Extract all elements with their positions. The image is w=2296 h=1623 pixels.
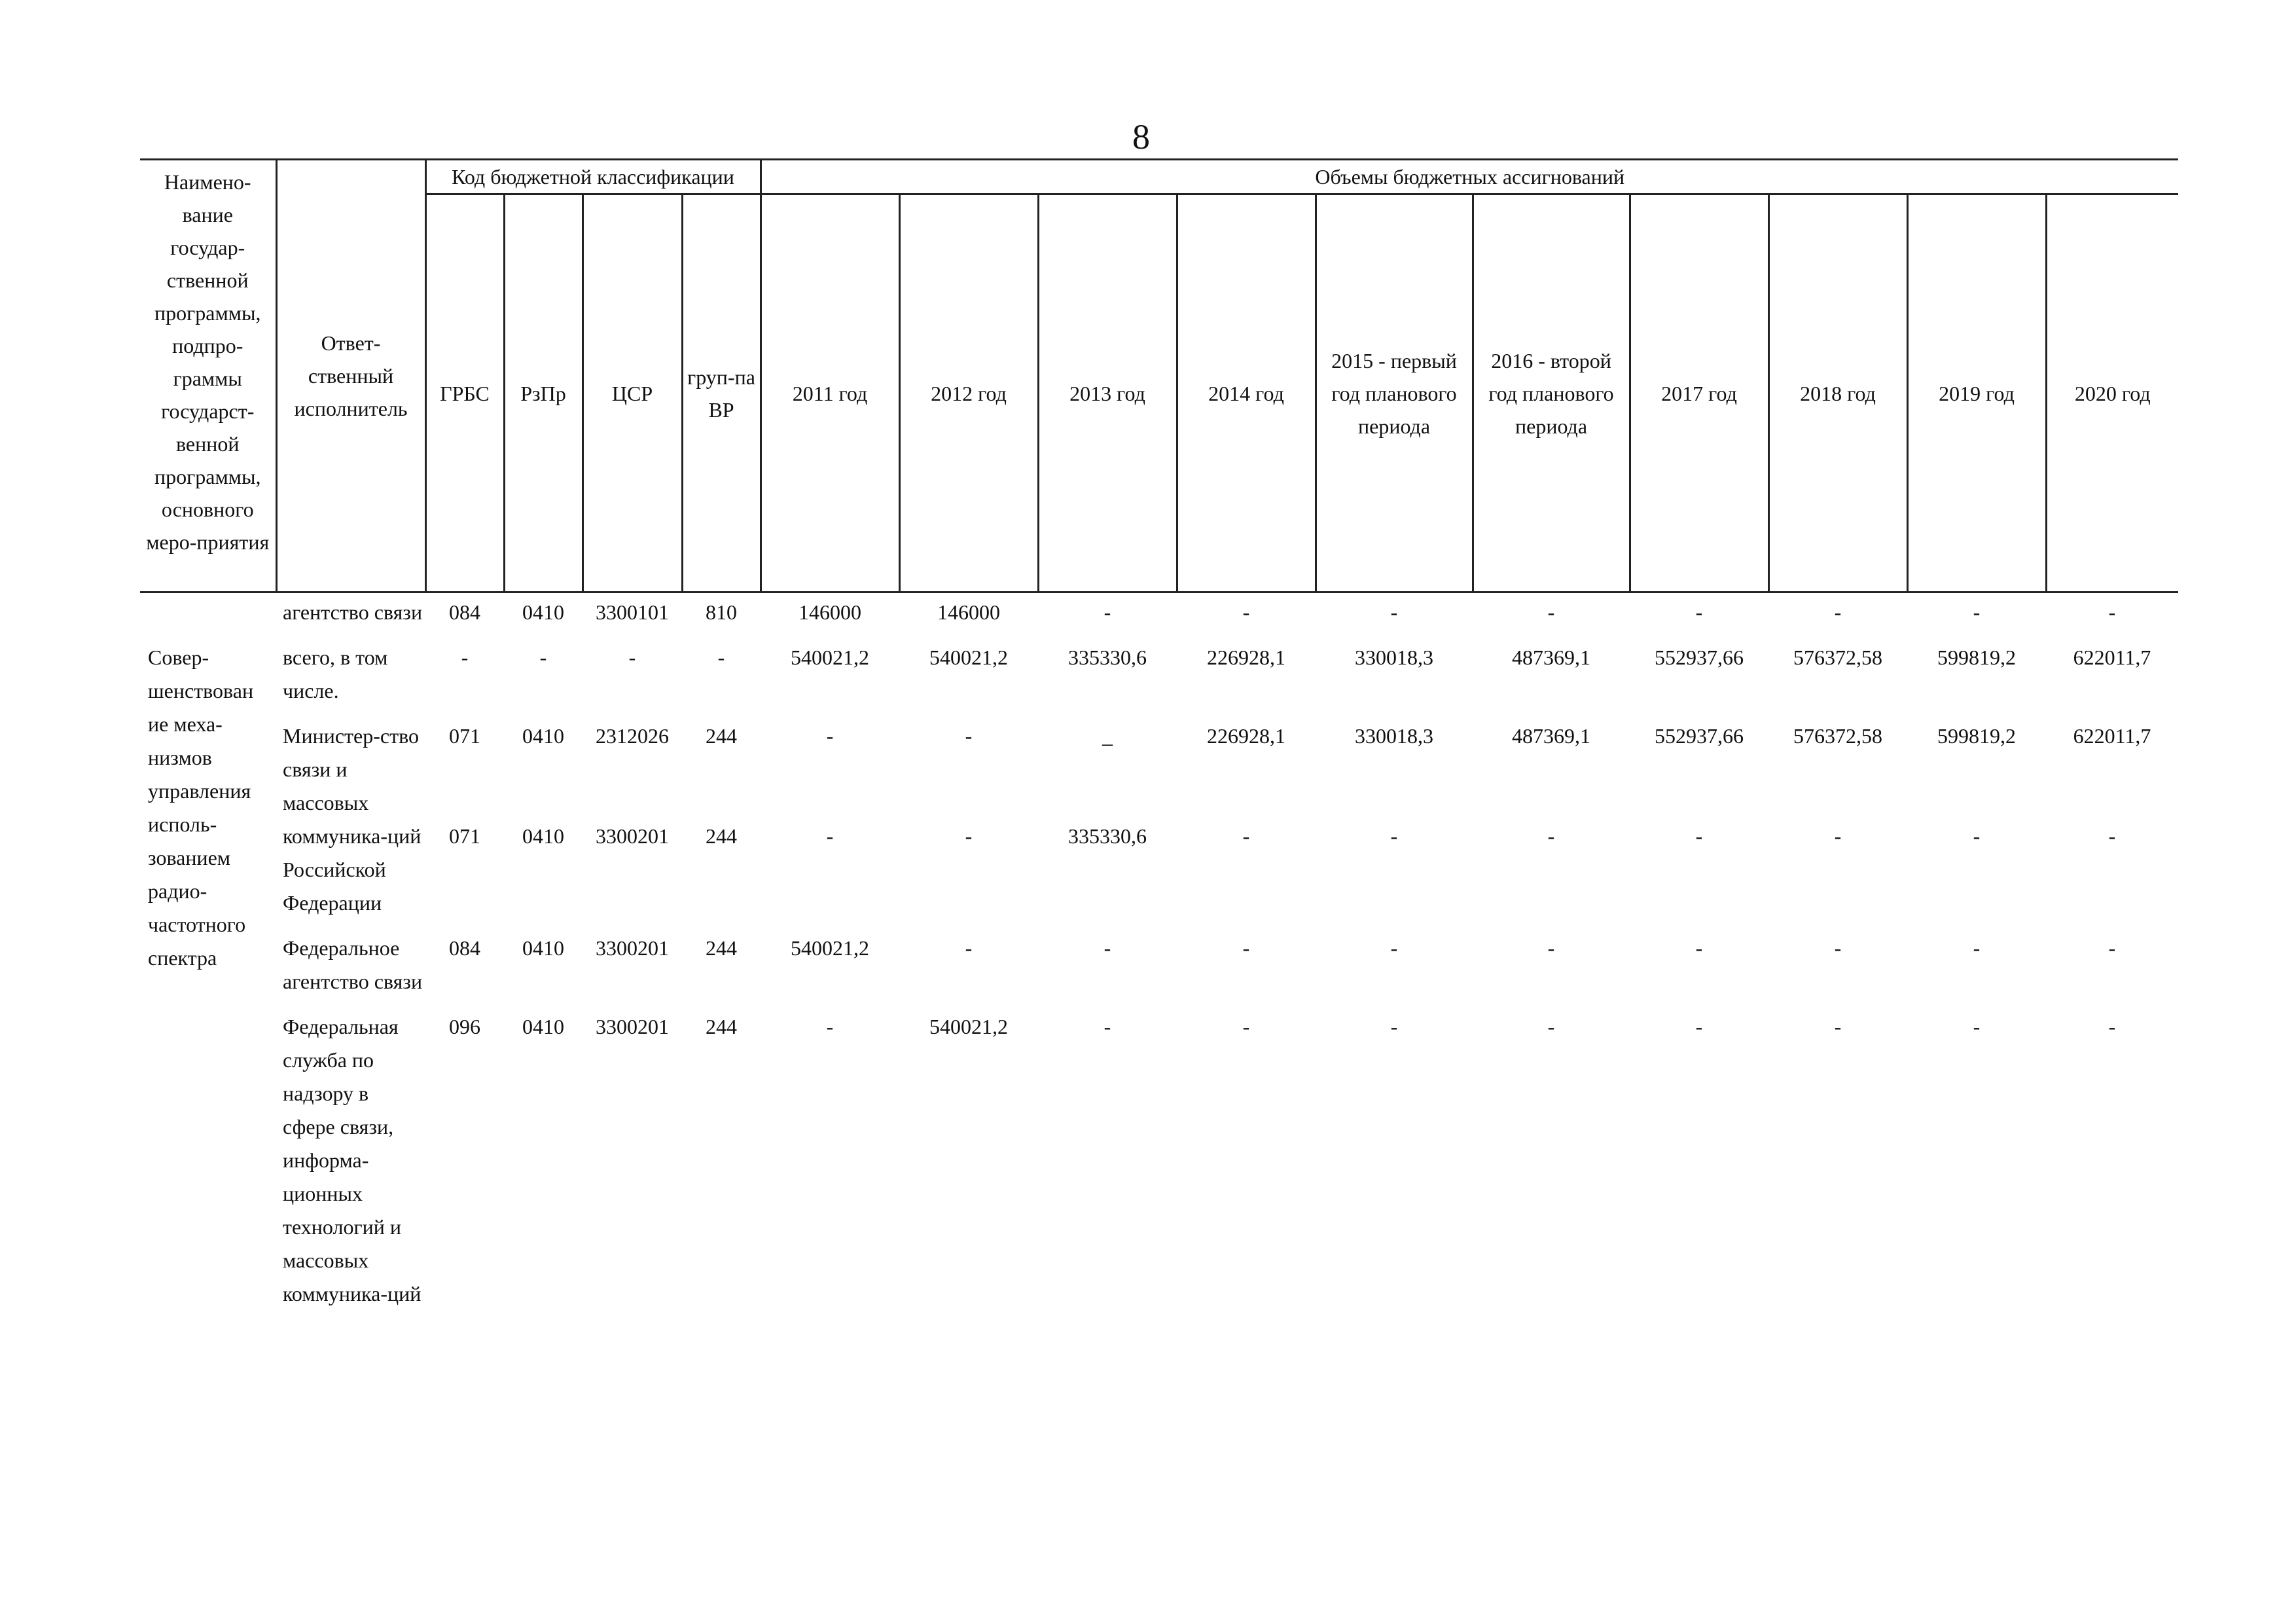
value-cell: _ — [1102, 724, 1113, 748]
executor-name: Министер-ство связи и массовых коммуника-ций Российской Федерации — [283, 724, 422, 915]
page-number: 8 — [1132, 117, 1150, 156]
vr-cell: 810 — [706, 600, 737, 624]
value-cell: - — [1695, 824, 1703, 848]
value-cell: - — [826, 824, 834, 848]
value-cell: 146000 — [798, 600, 861, 624]
value-cell: - — [826, 724, 834, 748]
header-allocations: Объемы бюджетных ассигнований — [761, 160, 2178, 194]
value-cell: - — [1390, 824, 1398, 848]
value-cell: - — [1390, 600, 1398, 624]
rzpr-cell: 0410 — [522, 724, 564, 748]
value-cell: - — [826, 1015, 834, 1038]
value-cell: 330018,3 — [1355, 724, 1433, 748]
value-cell: - — [1695, 1015, 1703, 1038]
value-cell: 622011,7 — [2073, 724, 2151, 748]
grbs-cell: 071 — [449, 724, 480, 748]
executor-name: всего, в том числе. — [283, 646, 388, 702]
value-cell: 540021,2 — [929, 646, 1008, 669]
csr-cell: - — [628, 646, 636, 669]
value-cell: 330018,3 — [1355, 646, 1433, 669]
grbs-cell: 071 — [449, 824, 480, 848]
header-year-2014: 2014 год — [1177, 194, 1316, 593]
program-name-cell — [140, 596, 276, 629]
value-cell: 552937,66 — [1655, 724, 1744, 748]
value-cell: 552937,66 — [1655, 646, 1744, 669]
value-cell: - — [1390, 936, 1398, 960]
value-cell: - — [965, 724, 973, 748]
value-cell: - — [1973, 936, 1981, 960]
header-budget-code: Код бюджетной классификации — [425, 160, 761, 194]
vr-cell: - — [717, 646, 725, 669]
header-year-2018: 2018 год — [1768, 194, 1907, 593]
header-csr: ЦСР — [583, 194, 682, 593]
grbs-cell: 084 — [449, 600, 480, 624]
value-cell: 540021,2 — [929, 1015, 1008, 1038]
value-cell: - — [1547, 1015, 1555, 1038]
csr-cell: 3300201 — [596, 936, 669, 960]
table-body — [140, 596, 2178, 1311]
header-year-2017: 2017 год — [1630, 194, 1768, 593]
table-row — [140, 1010, 2178, 1311]
value-cell: - — [2108, 936, 2116, 960]
value-cell: 540021,2 — [791, 936, 869, 960]
row-spacer-cell — [276, 998, 2178, 1010]
value-cell: - — [1695, 600, 1703, 624]
value-cell: 599819,2 — [1937, 646, 2016, 669]
executor-name: Федеральное агентство связи — [283, 936, 423, 993]
value-cell: - — [1973, 1015, 1981, 1038]
table-row — [140, 820, 2178, 920]
row-spacer-cell — [276, 920, 2178, 932]
header-rzpr: РзПр — [504, 194, 583, 593]
value-cell: - — [1390, 1015, 1398, 1038]
value-cell: 599819,2 — [1937, 724, 2016, 748]
row-spacer-cell — [140, 629, 2178, 641]
rzpr-cell: 0410 — [522, 1015, 564, 1038]
value-cell: - — [1695, 936, 1703, 960]
value-cell: - — [1242, 936, 1250, 960]
row-spacer — [140, 629, 2178, 641]
value-cell: 540021,2 — [791, 646, 869, 669]
header-program-name: Наимено-вание государ-ственной программы, подпро-граммы государст-венной программы, основного меро-приятия — [140, 160, 276, 593]
csr-cell: 2312026 — [596, 724, 669, 748]
grbs-cell: 084 — [449, 936, 480, 960]
value-cell: - — [1242, 600, 1250, 624]
value-cell: - — [1834, 936, 1842, 960]
table-row — [140, 641, 2178, 708]
value-cell: 487369,1 — [1512, 724, 1590, 748]
value-cell: 335330,6 — [1068, 646, 1147, 669]
value-cell: 226928,1 — [1207, 724, 1285, 748]
row-spacer — [140, 708, 2178, 720]
vr-cell: 244 — [706, 936, 737, 960]
header-vr: груп-па ВР — [682, 194, 761, 593]
rzpr-cell: 0410 — [522, 600, 564, 624]
table-header — [140, 158, 2178, 593]
value-cell: - — [1834, 1015, 1842, 1038]
value-cell: - — [965, 824, 973, 848]
value-cell: 576372,58 — [1793, 724, 1882, 748]
value-cell: - — [1834, 824, 1842, 848]
header-year-2020: 2020 год — [2046, 194, 2178, 593]
csr-cell: 3300201 — [596, 824, 669, 848]
value-cell: - — [1547, 824, 1555, 848]
table-row — [140, 720, 2178, 820]
row-spacer-cell — [276, 708, 2178, 720]
rzpr-cell: - — [539, 646, 547, 669]
header-grbs: ГРБС — [425, 194, 504, 593]
value-cell: - — [1547, 936, 1555, 960]
value-cell: - — [2108, 600, 2116, 624]
value-cell: - — [1547, 600, 1555, 624]
row-spacer — [140, 998, 2178, 1010]
value-cell: - — [1242, 824, 1250, 848]
value-cell: 622011,7 — [2073, 646, 2151, 669]
value-cell: - — [1834, 600, 1842, 624]
csr-cell: 3300201 — [596, 1015, 669, 1038]
program-name: Совер-шенствован ие меха-низмов управления исполь-зованием радио-частотного спектра — [148, 646, 254, 970]
executor-name: агентство связи — [283, 600, 423, 624]
vr-cell: 244 — [706, 724, 737, 748]
rzpr-cell: 0410 — [522, 936, 564, 960]
value-cell: - — [1973, 600, 1981, 624]
value-cell: 146000 — [937, 600, 1000, 624]
value-cell: - — [1973, 824, 1981, 848]
table-row — [140, 932, 2178, 998]
row-spacer — [140, 920, 2178, 932]
header-year-2011: 2011 год — [761, 194, 899, 593]
value-cell: 335330,6 — [1068, 824, 1147, 848]
grbs-cell: - — [461, 646, 469, 669]
rzpr-cell: 0410 — [522, 824, 564, 848]
value-cell: - — [2108, 824, 2116, 848]
value-cell: 226928,1 — [1207, 646, 1285, 669]
header-year-2016: 2016 - второй год планового периода — [1473, 194, 1630, 593]
value-cell: - — [2108, 1015, 2116, 1038]
header-year-2019: 2019 год — [1907, 194, 2046, 593]
value-cell: - — [1103, 1015, 1111, 1038]
value-cell: - — [965, 936, 973, 960]
header-executor: Ответ-ственный исполнитель — [276, 160, 425, 593]
value-cell: 576372,58 — [1793, 646, 1882, 669]
table-row — [140, 596, 2178, 629]
header-year-2015: 2015 - первый год планового периода — [1316, 194, 1473, 593]
value-cell: - — [1103, 600, 1111, 624]
executor-name: Федеральная служба по надзору в сфере связи, информа-ционных технологий и массовых коммуника-ций — [283, 1015, 422, 1305]
vr-cell: 244 — [706, 1015, 737, 1038]
vr-cell: 244 — [706, 824, 737, 848]
header-year-2013: 2013 год — [1038, 194, 1177, 593]
value-cell: - — [1242, 1015, 1250, 1038]
csr-cell: 3300101 — [596, 600, 669, 624]
value-cell: 487369,1 — [1512, 646, 1590, 669]
header-year-2012: 2012 год — [899, 194, 1038, 593]
grbs-cell: 096 — [449, 1015, 480, 1038]
value-cell: - — [1103, 936, 1111, 960]
